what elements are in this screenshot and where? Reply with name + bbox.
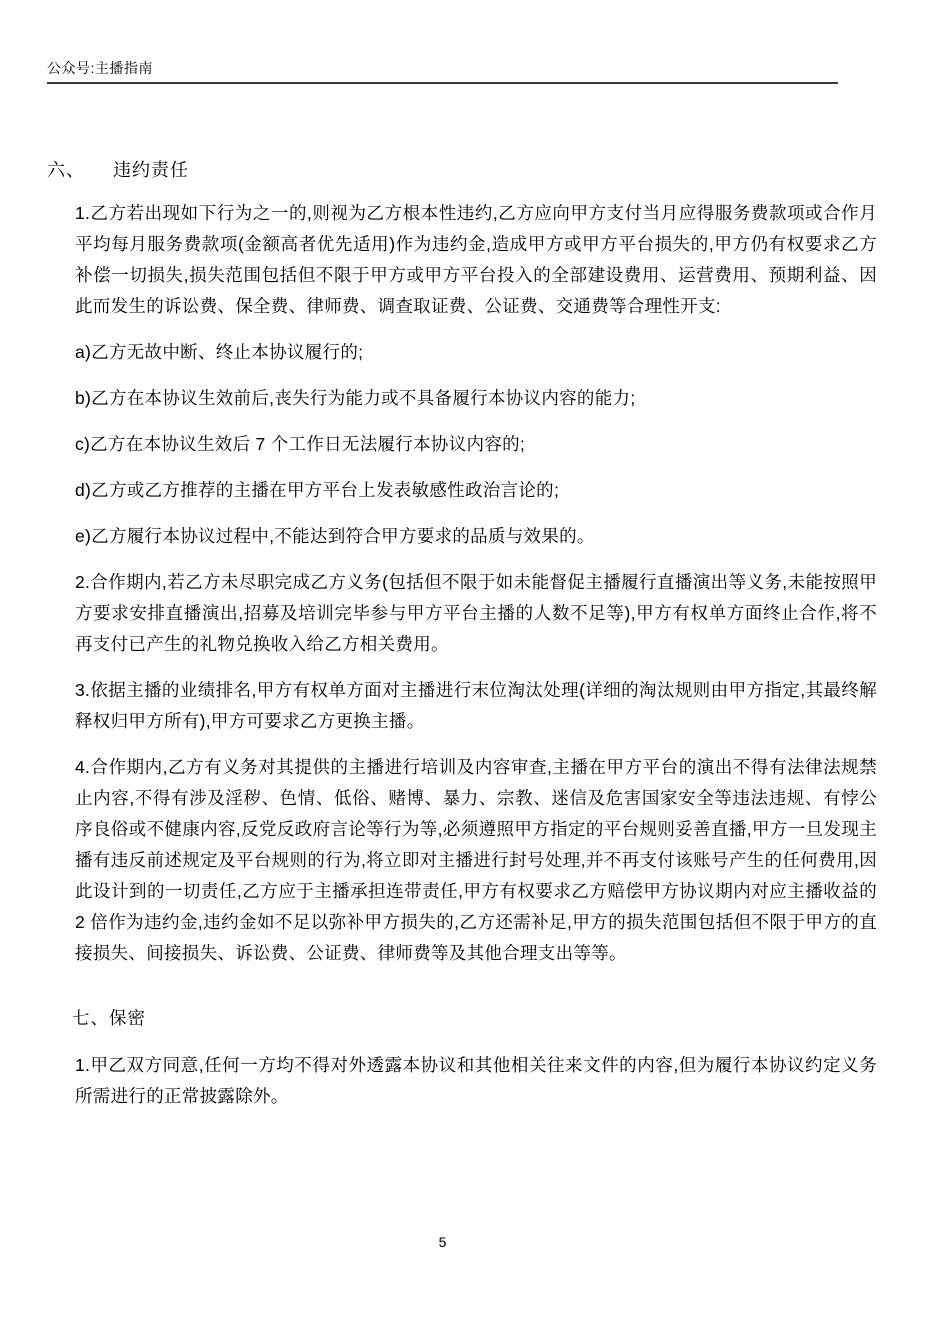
clause-4-paragraph: 4.合作期内,乙方有义务对其提供的主播进行培训及内容审查,主播在甲方平台的演出不得有法律法规禁止内容,不得有涉及淫秽、色情、低俗、赌博、暴力、宗教、迷信及危害国家安全等违法违规、有悖公序良俗或不健康内容,反党反政府言论等行为等,必须遵照甲方指定的平台规则妥善直播,甲方一旦发现主播有违反前述规定及平台规则的行为,将立即对主播进行封号处理,并不再支付该账号产生的任何费用,因此设计到的一切责任,乙方应于主播承担连带责任,甲方有权要求乙方赔偿甲方协议期内对应主播收益的 2 倍作为违约金,违约金如不足以弥补甲方损失的,乙方还需补足,甲方的损失范围包括但不限于甲方的直接损失、间接损失、诉讼费、公证费、律师费等及其他合理支出等等。 xyxy=(75,757,877,963)
list-item-a: a)乙方无故中断、终止本协议履行的; xyxy=(75,342,364,362)
page-number: 5 xyxy=(438,1234,447,1250)
list-item-e: e)乙方履行本协议过程中,不能达到符合甲方要求的品质与效果的。 xyxy=(75,526,595,546)
clause-3-paragraph: 3.依据主播的业绩排名,甲方有权单方面对主播进行末位淘汰处理(详细的淘汰规则由甲方指定,其最终解释权归甲方所有),甲方可要求乙方更换主播。 xyxy=(75,680,877,731)
list-item-d: d)乙方或乙方推荐的主播在甲方平台上发表敏感性政治言论的; xyxy=(75,480,560,500)
list-item-b: b)乙方在本协议生效前后,丧失行为能力或不具备履行本协议内容的能力; xyxy=(75,388,636,408)
page-footer xyxy=(47,1230,838,1344)
clause-2-paragraph: 2.合作期内,若乙方未尽职完成乙方义务(包括但不限于如未能督促主播履行直播演出等义务,未能按照甲方要求安排直播演出,招募及培训完毕参与甲方平台主播的人数不足等),甲方有权单方面终止合作,将不再支付已产生的礼物兑换收入给乙方相关费用。 xyxy=(75,572,877,654)
section-seven-clause-1-paragraph: 1.甲乙双方同意,任何一方均不得对外透露本协议和其他相关往来文件的内容,但为履行本协议约定义务所需进行的正常披露除外。 xyxy=(75,1055,877,1106)
clause-1-paragraph: 1.乙方若出现如下行为之一的,则视为乙方根本性违约,乙方应向甲方支付当月应得服务费款项或合作月平均每月服务费款项(金额高者优先适用)作为违约金,造成甲方或甲方平台损失的,甲方仍有权要求乙方补偿一切损失,损失范围包括但不限于甲方或甲方平台投入的全部建设费用、运营费用、预期利益、因此而发生的诉讼费、保全费、律师费、调查取证费、公证费、交通费等合理性开支: xyxy=(75,203,877,316)
section-six-title: 违约责任 xyxy=(113,160,189,180)
document-body xyxy=(47,155,877,1127)
page-header xyxy=(47,58,838,84)
section-six-number: 六、 xyxy=(47,160,85,180)
header-label: 公众号:主播指南 xyxy=(47,60,153,76)
header-rule xyxy=(47,82,838,84)
list-item-c: c)乙方在本协议生效后 7 个工作日无法履行本协议内容的; xyxy=(75,434,526,454)
section-seven-heading: 七、保密 xyxy=(72,1008,146,1028)
section-six-heading xyxy=(47,155,877,186)
